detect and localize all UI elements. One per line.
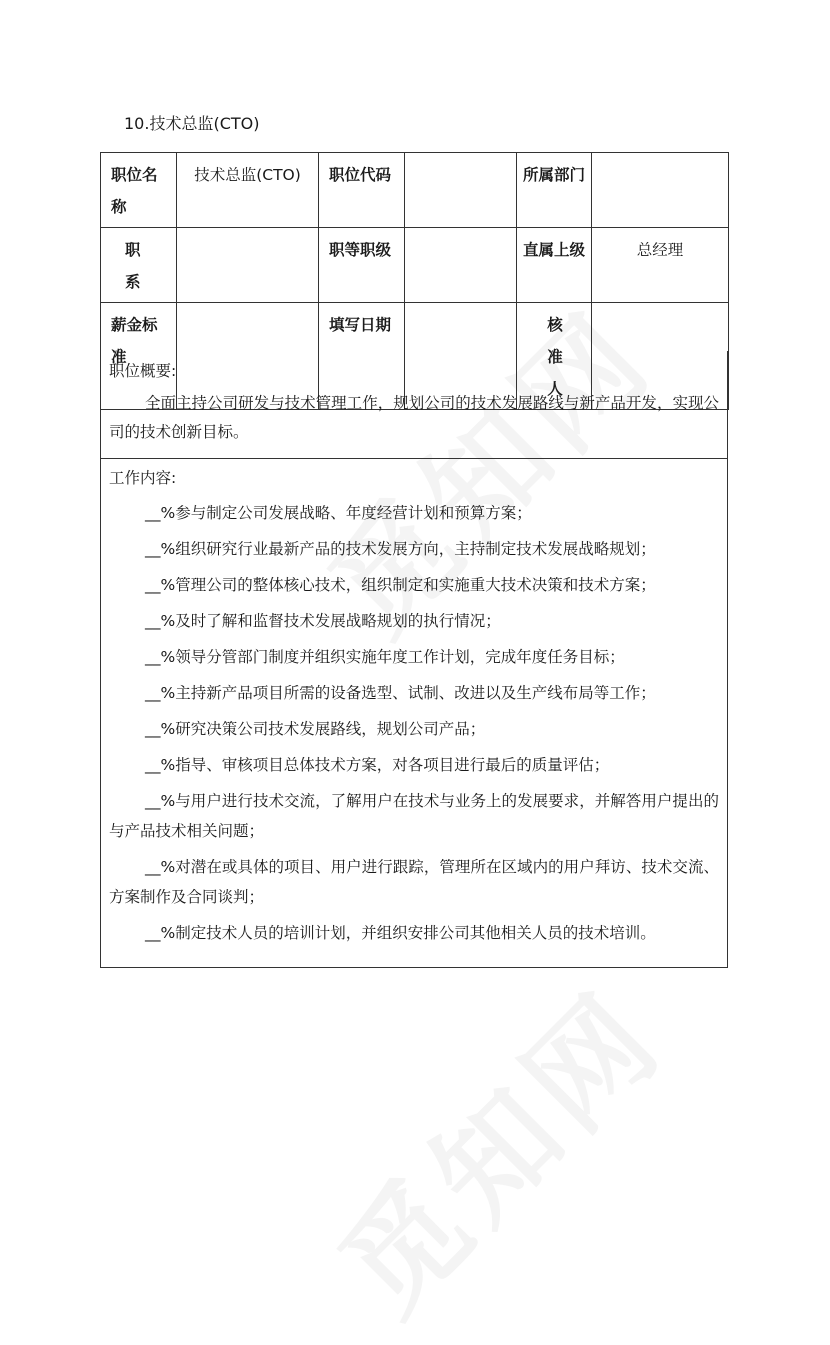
label-job-family: 职系	[101, 228, 177, 303]
value-job-family	[177, 228, 319, 303]
list-item: __%参与制定公司发展战略、年度经营计划和预算方案；	[145, 504, 532, 522]
value-position-name: 技术总监(CTO)	[177, 153, 319, 228]
list-item: __%指导、审核项目总体技术方案，对各项目进行最后的质量评估；	[145, 756, 610, 774]
label-salary-standard: 薪金标准	[101, 303, 177, 410]
value-department	[592, 153, 729, 228]
value-position-code	[405, 153, 517, 228]
list-item: __%管理公司的整体核心技术，组织制定和实施重大技术决策和技术方案；	[145, 576, 656, 594]
position-summary-section	[100, 351, 728, 459]
summary-text: 全面主持公司研发与技术管理工作，规划公司的技术发展路线与新产品开发，实现公司的技术创新目标。	[109, 394, 719, 441]
summary-title: 职位概要:	[109, 362, 177, 380]
value-grade-level	[405, 228, 517, 303]
table-row	[101, 153, 729, 228]
label-position-name: 职位名称	[101, 153, 177, 228]
list-item: __%及时了解和监督技术发展战略规划的执行情况；	[145, 612, 501, 630]
table-row	[101, 228, 729, 303]
watermark-lower	[296, 947, 693, 1344]
list-item: __%研究决策公司技术发展路线，规划公司产品；	[145, 720, 486, 738]
section-heading: 10.技术总监(CTO)	[124, 114, 260, 133]
list-item: __%对潜在或具体的项目、用户进行跟踪，管理所在区域内的用户拜访、技术交流、方案制作及合同谈判；	[109, 858, 719, 906]
label-position-code: 职位代码	[319, 153, 405, 228]
label-fill-date: 填写日期	[319, 303, 405, 410]
label-department: 所属部门	[517, 153, 592, 228]
list-item: __%主持新产品项目所需的设备选型、试制、改进以及生产线布局等工作；	[145, 684, 656, 702]
value-direct-superior: 总经理	[592, 228, 729, 303]
label-grade-level: 职等职级	[319, 228, 405, 303]
job-duties-section	[100, 458, 728, 968]
list-item: __%组织研究行业最新产品的技术发展方向，主持制定技术发展战略规划；	[145, 540, 656, 558]
list-item: __%制定技术人员的培训计划，并组织安排公司其他相关人员的技术培训。	[145, 924, 656, 942]
label-approver: 核准人	[517, 303, 592, 410]
list-item: __%领导分管部门制度并组织实施年度工作计划，完成年度任务目标；	[145, 648, 625, 666]
label-direct-superior: 直属上级	[517, 228, 592, 303]
list-item: __%与用户进行技术交流，了解用户在技术与业务上的发展要求，并解答用户提出的与产品技术相关问题；	[109, 792, 719, 840]
duties-title: 工作内容:	[109, 469, 177, 487]
